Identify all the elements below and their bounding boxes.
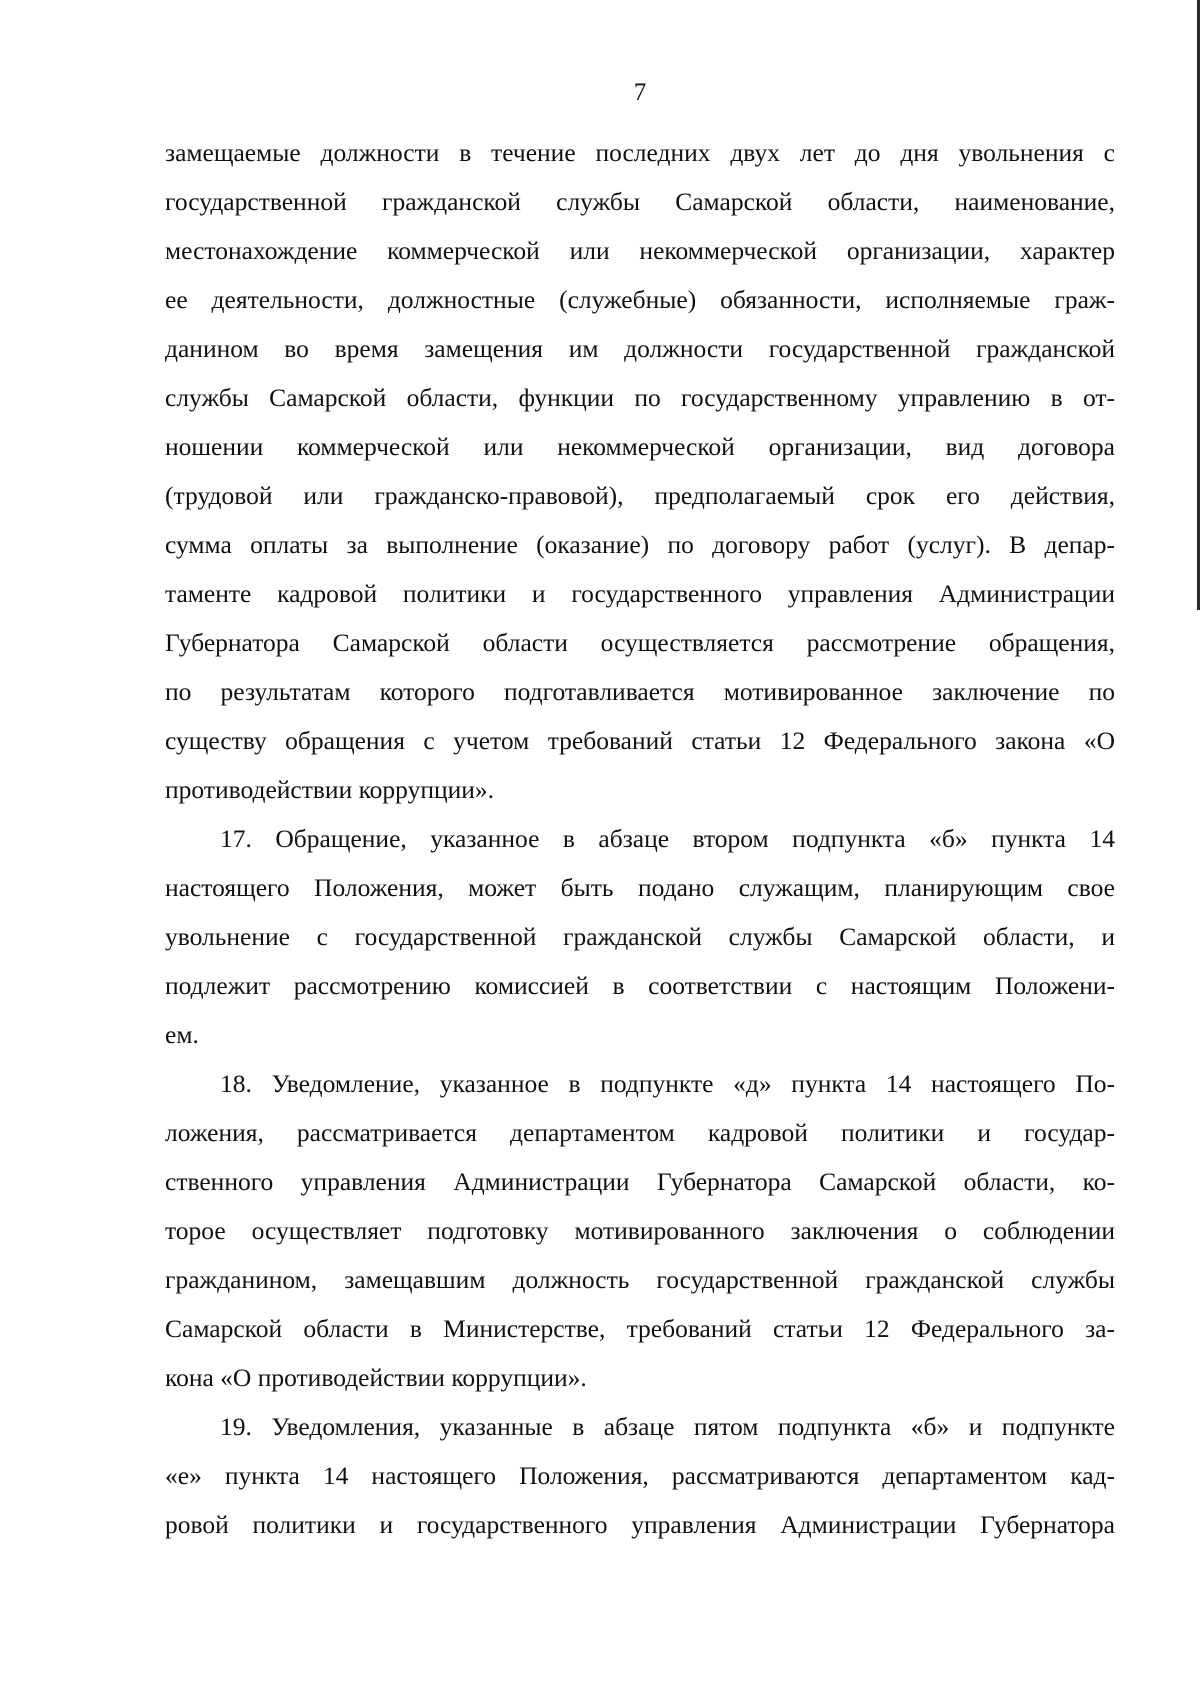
text-line: ношении коммерческой или некоммерческой организации, вид договора (165, 432, 1115, 461)
text-line: (трудовой или гражданско-правовой), предполагаемый срок его действия, (165, 481, 1115, 510)
text-line: Самарской области в Министерстве, требований статьи 12 Федерального за- (165, 1314, 1115, 1343)
text-line: кона «О противодействии коррупции». (165, 1363, 587, 1392)
text-line: 19. Уведомления, указанные в абзаце пятом подпункта «б» и подпункте (220, 1412, 1115, 1441)
text-line: существу обращения с учетом требований статьи 12 Федерального закона «О (165, 726, 1115, 755)
text-line: подлежит рассмотрению комиссией в соответствии с настоящим Положени- (165, 971, 1115, 1000)
text-line: местонахождение коммерческой или некоммерческой организации, характер (165, 236, 1115, 265)
text-line: 18. Уведомление, указанное в подпункте «д» пункта 14 настоящего По- (220, 1069, 1115, 1098)
text-line: торое осуществляет подготовку мотивированного заключения о соблюдении (165, 1216, 1115, 1245)
text-line: настоящего Положения, может быть подано служащим, планирующим свое (165, 873, 1115, 902)
text-line: таменте кадровой политики и государственного управления Администрации (165, 579, 1115, 608)
paragraph-18 (165, 1059, 1115, 1402)
text-line: гражданином, замещавшим должность государственной гражданской службы (165, 1265, 1115, 1294)
page-number: 7 (633, 79, 647, 106)
text-line: ственного управления Администрации Губернатора Самарской области, ко- (165, 1167, 1115, 1196)
text-line: службы Самарской области, функции по государственному управлению в от- (165, 383, 1115, 412)
text-line: «е» пункта 14 настоящего Положения, рассматриваются департаментом кад- (165, 1461, 1115, 1490)
text-line: Губернатора Самарской области осуществляется рассмотрение обращения, (165, 628, 1115, 657)
text-line: сумма оплаты за выполнение (оказание) по договору работ (услуг). В депар- (165, 530, 1115, 559)
document-body (165, 128, 1115, 1549)
text-line: увольнение с государственной гражданской службы Самарской области, и (165, 922, 1115, 951)
text-line: замещаемые должности в течение последних двух лет до дня увольнения с (165, 138, 1115, 167)
paragraph-17 (165, 814, 1115, 1059)
text-line: ем. (165, 1020, 199, 1049)
text-line: противодействии коррупции». (165, 775, 495, 804)
text-line: ровой политики и государственного управления Администрации Губернатора (165, 1510, 1115, 1539)
text-line: данином во время замещения им должности государственной гражданской (165, 334, 1115, 363)
text-line: государственной гражданской службы Самарской области, наименование, (165, 187, 1115, 216)
paragraph-19 (165, 1402, 1115, 1549)
text-line: по результатам которого подготавливается мотивированное заключение по (165, 677, 1115, 706)
text-line: ложения, рассматривается департаментом кадровой политики и государ- (165, 1118, 1115, 1147)
text-line: ее деятельности, должностные (служебные) обязанности, исполняемые граж- (165, 285, 1115, 314)
text-line: 17. Обращение, указанное в абзаце втором подпункта «б» пункта 14 (220, 824, 1115, 853)
paragraph-continuation (165, 128, 1115, 814)
